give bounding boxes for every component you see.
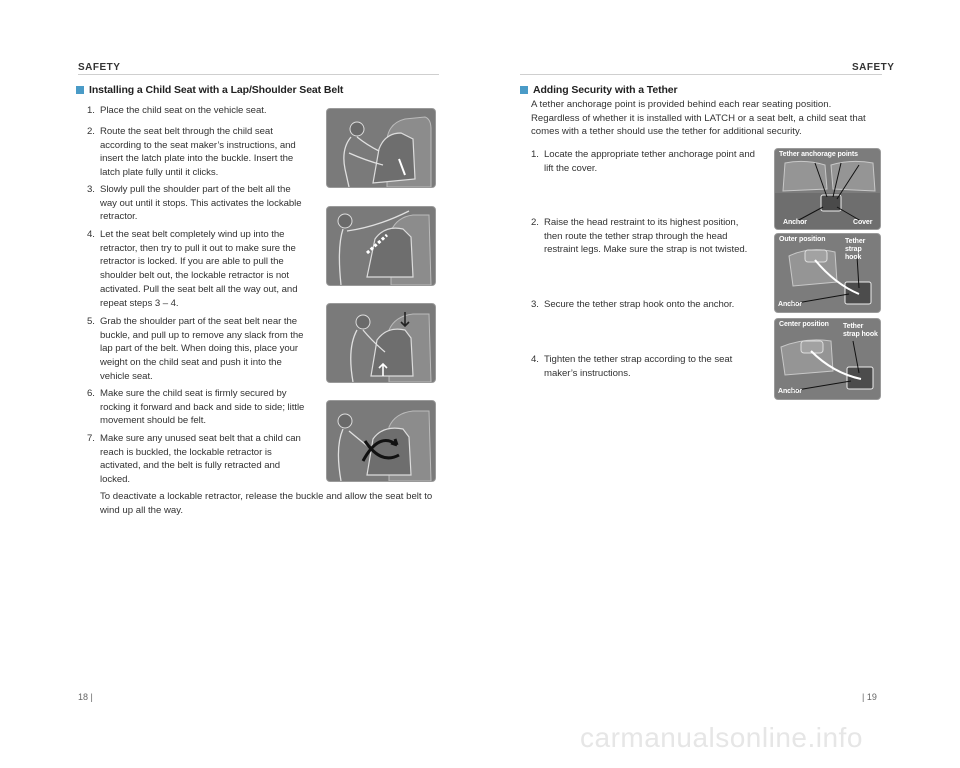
left-step: 7. Make sure any unused seat belt that a child can reach is buckled, the lockable retractor is activated, and the belt is fully retracted and locked.	[87, 433, 301, 486]
figure-check-secure	[326, 400, 436, 482]
header-right: SAFETY	[852, 62, 895, 73]
section-marker-icon	[520, 86, 528, 94]
page-number-right: | 19	[862, 692, 877, 702]
right-intro: A tether anchorage point is provided behind each rear seating position. Regardless of whether it is installed with LATCH or a seat belt, a child seat that comes with a tether should use the tether for additional security.	[531, 99, 866, 138]
label-center-position: Center position	[779, 321, 829, 328]
right-section-title: Adding Security with a Tether	[520, 84, 678, 96]
left-step: 4. Let the seat belt completely wind up into the retractor, then try to pull it out to make sure the retractor is locked. If you are able to pull the shoulder belt out, the lockable retractor is not activated. Pull the seat belt all the way out, and repeat steps 3 – 4.	[87, 229, 298, 309]
left-section-title: Installing a Child Seat with a Lap/Shoulder Seat Belt	[76, 84, 343, 96]
label-tether-strap-hook: Tether strap hook	[845, 238, 866, 261]
header-right-rule	[520, 74, 882, 75]
label-outer-position: Outer position	[779, 236, 826, 243]
label-tether-strap-hook: Tether strap hook	[843, 323, 878, 338]
left-note: To deactivate a lockable retractor, release the buckle and allow the seat belt to wind up all the way.	[100, 491, 433, 516]
figure-tether-anchorage-points	[774, 148, 881, 230]
header-left-rule	[78, 74, 439, 75]
figure-remove-slack	[326, 303, 436, 383]
figure-pull-shoulder-belt	[326, 206, 436, 286]
left-step: 1. Place the child seat on the vehicle seat.	[87, 105, 267, 116]
left-step: 6. Make sure the child seat is firmly secured by rocking it forward and back and side to side; little movement should be felt.	[87, 388, 305, 427]
right-step: 2. Raise the head restraint to its highest position, then route the tether strap through the head restraint legs. Make sure the strap is not twisted.	[531, 217, 748, 256]
label-tether-anchorage-points: Tether anchorage points	[779, 151, 858, 158]
right-step: 4. Tighten the tether strap according to the seat maker’s instructions.	[531, 354, 733, 379]
label-anchor: Anchor	[778, 388, 802, 395]
header-left: SAFETY	[78, 62, 121, 73]
figure-child-seat-placement	[326, 108, 436, 188]
label-anchor: Anchor	[783, 219, 807, 226]
watermark: carmanualsonline.info	[580, 722, 863, 753]
label-cover: Cover	[853, 219, 873, 226]
left-step: 5. Grab the shoulder part of the seat belt near the buckle, and pull up to remove any slack from the lap part of the belt. When doing this, place your weight on the child seat and push it into the vehicle seat.	[87, 316, 304, 382]
figure-outer-position	[774, 233, 881, 313]
page-number-left: 18 |	[78, 692, 93, 702]
figure-center-position	[774, 318, 881, 400]
left-step: 3. Slowly pull the shoulder part of the belt all the way out until it stops. This activates the lockable retractor.	[87, 184, 302, 223]
section-marker-icon	[76, 86, 84, 94]
left-step: 2. Route the seat belt through the child seat according to the seat maker’s instructions, and insert the latch plate into the buckle. Insert the latch plate fully until it clicks.	[87, 126, 296, 179]
right-step: 3. Secure the tether strap hook onto the anchor.	[531, 299, 735, 310]
label-anchor: Anchor	[778, 301, 802, 308]
right-step: 1. Locate the appropriate tether anchorage point and lift the cover.	[531, 149, 755, 174]
